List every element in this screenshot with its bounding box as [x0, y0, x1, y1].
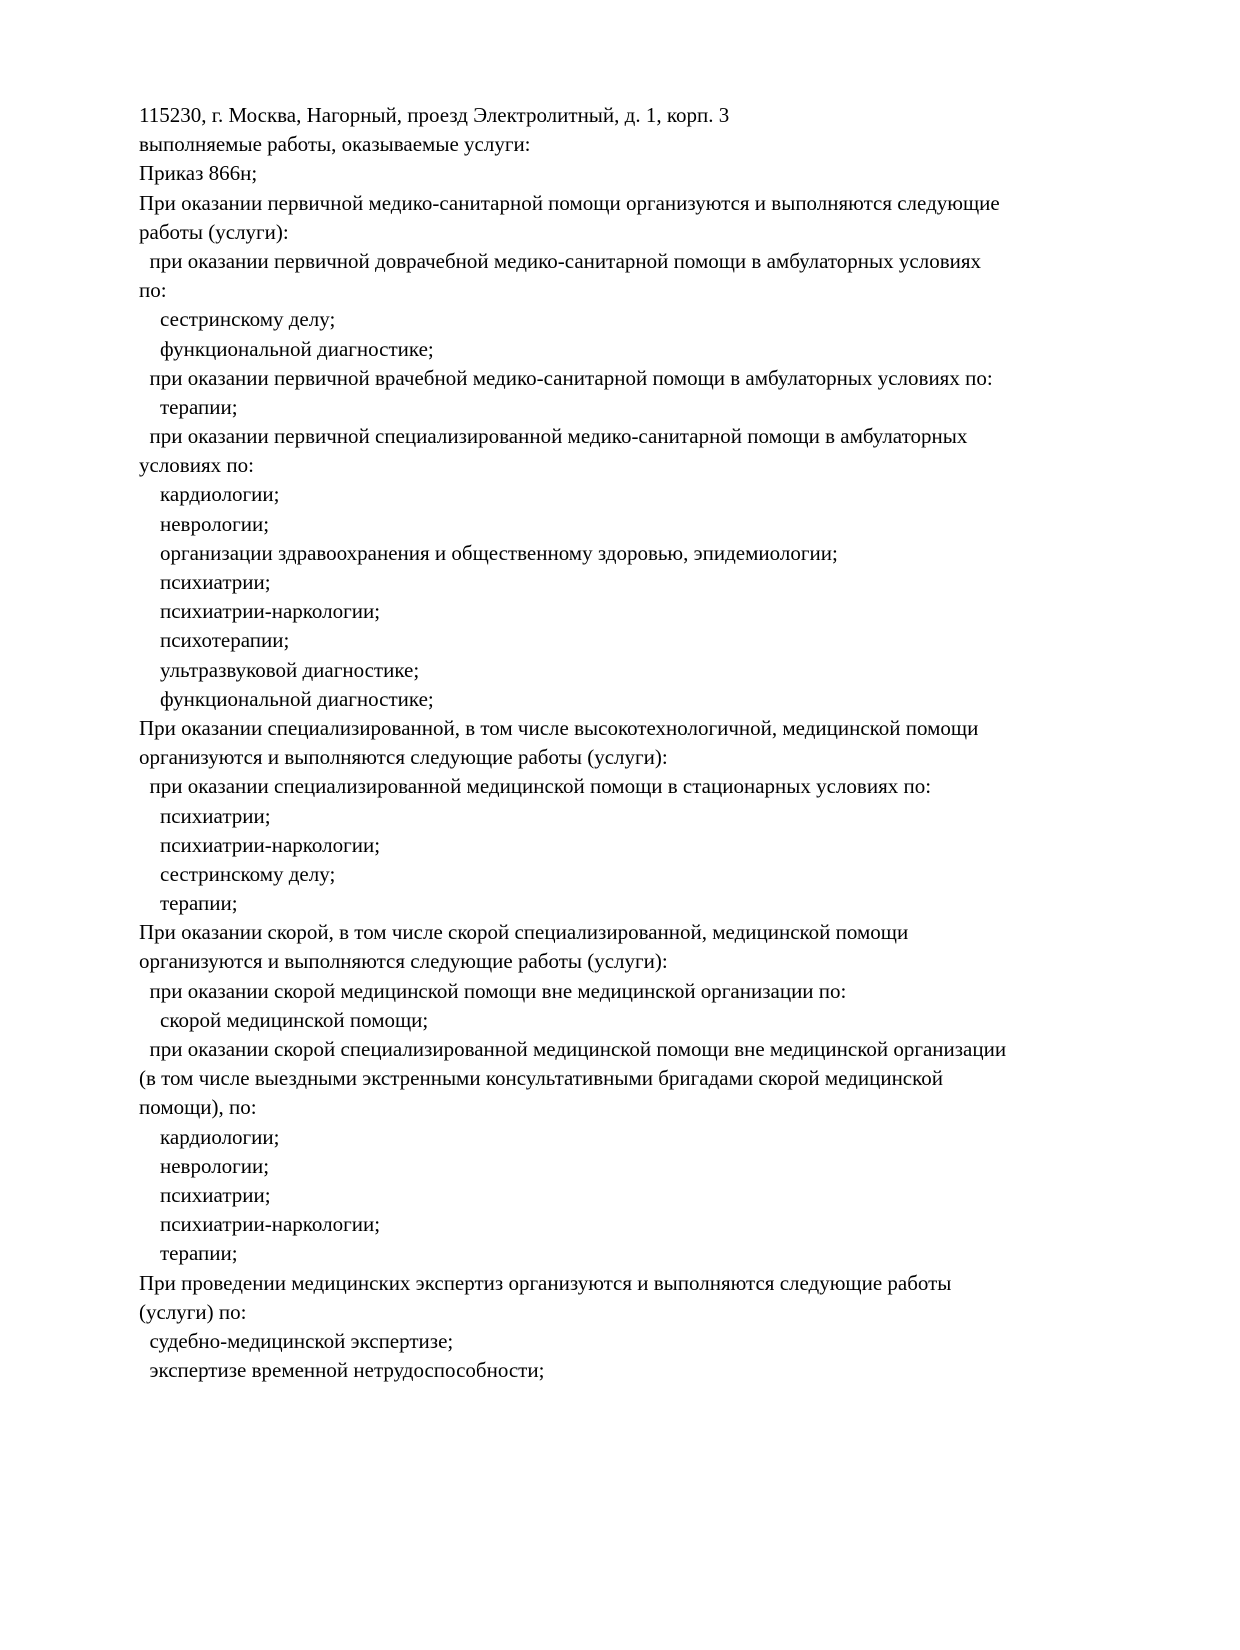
document-text [139, 101, 1219, 1385]
text-line: выполняемые работы, оказываемые услуги: [139, 132, 531, 157]
text-line: скорой медицинской помощи; [139, 1007, 429, 1032]
text-line: сестринскому делу; [139, 861, 336, 886]
text-line: по: [139, 278, 167, 303]
text-line: Приказ 866н; [139, 161, 258, 186]
text-line: психиатрии-наркологии; [139, 832, 381, 857]
text-line: при оказании скорой медицинской помощи вне медицинской организации по: [139, 978, 847, 1003]
text-line: экспертизе временной нетрудоспособности; [139, 1358, 545, 1383]
text-line: при оказании первичной специализированной медико-санитарной помощи в амбулаторных [139, 424, 968, 449]
text-line: при оказании скорой специализированной медицинской помощи вне медицинской организации [139, 1037, 1007, 1061]
text-line: психиатрии-наркологии; [139, 599, 381, 624]
text-line: при оказании первичной доврачебной медико-санитарной помощи в амбулаторных условиях [139, 248, 982, 273]
text-line: При оказании специализированной, в том числе высокотехнологичной, медицинской помощи [139, 715, 979, 740]
text-line: сестринскому делу; [139, 307, 336, 332]
text-line: 115230, г. Москва, Нагорный, проезд Электролитный, д. 1, корп. 3 [139, 103, 730, 127]
text-line: организации здравоохранения и общественному здоровью, эпидемиологии; [139, 540, 838, 565]
text-line: организуются и выполняются следующие работы (услуги): [139, 745, 668, 770]
text-line: неврологии; [139, 511, 270, 536]
text-line: (услуги) по: [139, 1299, 247, 1324]
text-line: ультразвуковой диагностике; [139, 657, 420, 682]
text-line: кардиологии; [139, 1124, 280, 1149]
text-line: При проведении медицинских экспертиз организуются и выполняются следующие работы [139, 1270, 952, 1295]
text-line: психиатрии; [139, 803, 271, 828]
text-line: терапии; [139, 1241, 238, 1266]
text-line: функциональной диагностике; [139, 686, 434, 711]
text-line: терапии; [139, 394, 238, 419]
text-line: кардиологии; [139, 482, 280, 507]
text-line: работы (услуги): [139, 219, 289, 244]
text-line: психотерапии; [139, 628, 290, 653]
text-line: психиатрии; [139, 1182, 271, 1207]
text-line: При оказании скорой, в том числе скорой специализированной, медицинской помощи [139, 920, 909, 945]
text-line: (в том числе выездными экстренными консультативными бригадами скорой медицинской [139, 1066, 943, 1091]
text-line: при оказании специализированной медицинской помощи в стационарных условиях по: [139, 774, 932, 799]
text-line: помощи), по: [139, 1095, 257, 1120]
text-line: при оказании первичной врачебной медико-санитарной помощи в амбулаторных условиях по: [139, 365, 993, 390]
text-line: неврологии; [139, 1153, 270, 1178]
text-line: организуются и выполняются следующие работы (услуги): [139, 949, 668, 974]
text-line: функциональной диагностике; [139, 336, 434, 361]
text-line: условиях по: [139, 453, 254, 478]
text-line: психиатрии; [139, 570, 271, 594]
text-line: судебно-медицинской экспертизе; [139, 1328, 454, 1353]
text-line: терапии; [139, 891, 238, 916]
text-line: При оказании первичной медико-санитарной помощи организуются и выполняются следующие [139, 190, 1000, 215]
text-line: психиатрии-наркологии; [139, 1212, 381, 1237]
